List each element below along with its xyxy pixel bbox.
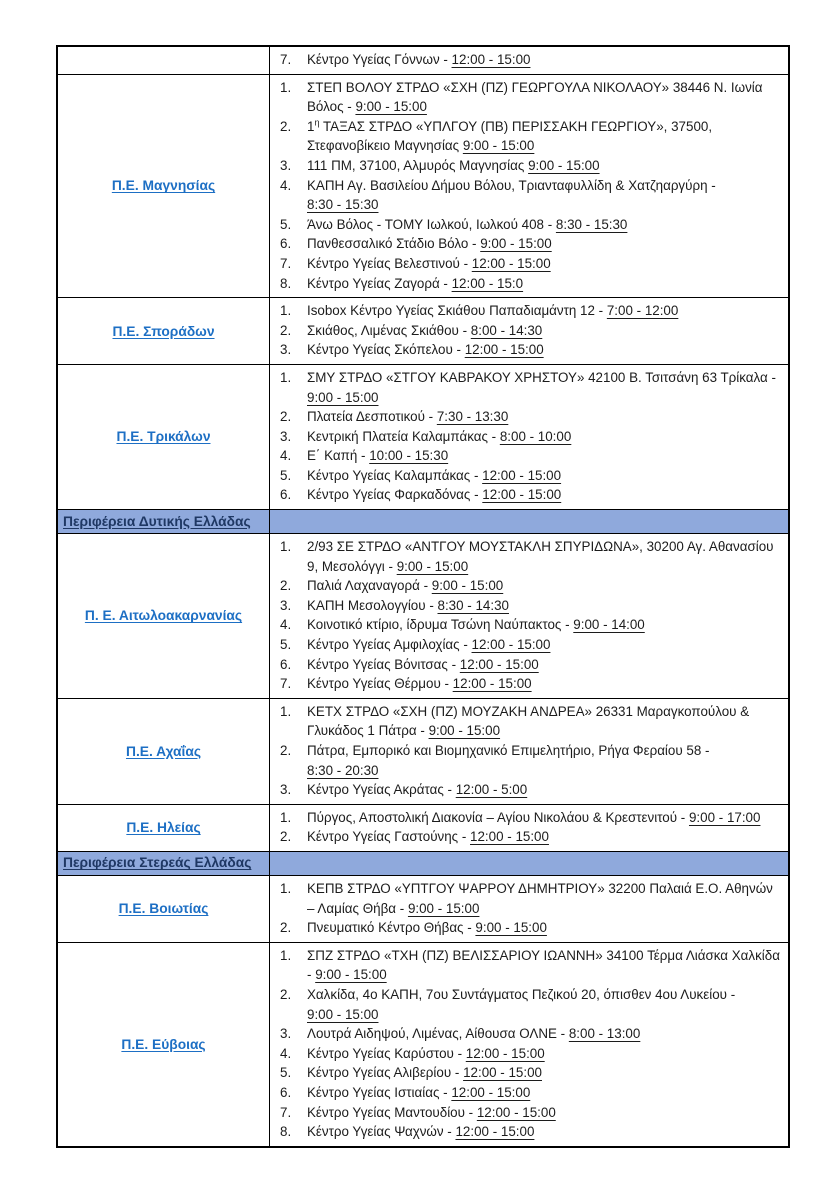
region-row	[58, 533, 788, 698]
location-text: Κέντρο Υγείας Ακράτας	[307, 782, 444, 798]
time-range: 8:00 - 14:30	[470, 322, 543, 338]
time-range: 9:00 - 15:00	[462, 138, 535, 154]
time-range: 12:00 - 15:00	[470, 829, 549, 845]
time-range: 8:00 - 10:00	[499, 428, 572, 444]
item-number: 7.	[280, 1104, 292, 1120]
location-text: Πνευματικό Κέντρο Θήβας	[307, 920, 464, 936]
region-row	[58, 297, 788, 364]
item-number: 6.	[280, 1084, 292, 1100]
location-item: 2. Πλατεία Δεσποτικού - 7:30 - 13:30	[270, 407, 780, 427]
location-text: Παλιά Λαχαναγορά	[307, 578, 420, 594]
time-range: 8:30 - 15:30	[307, 197, 379, 213]
item-number: 2.	[280, 743, 292, 758]
location-text: Πάτρα, Εμπορικό και Βιομηχανικό Επιμελητήριο, Ρήγα Φεραίου 58	[307, 743, 702, 758]
location-item: 3. Κεντρική Πλατεία Καλαμπάκας - 8:00 - 10:00	[270, 427, 780, 447]
location-item: 3. Κέντρο Υγείας Ακράτας - 12:00 - 5:00	[270, 780, 780, 800]
time-range: 8:30 - 15:30	[555, 216, 628, 232]
time-range: 9:00 - 15:00	[428, 723, 501, 739]
item-number: 2.	[280, 920, 292, 936]
location-item: 7. Κέντρο Υγείας Βελεστινού - 12:00 - 15:00	[270, 254, 780, 274]
item-number: 3.	[280, 342, 292, 358]
location-item: 4. Κέντρο Υγείας Καρύστου - 12:00 - 15:00	[270, 1044, 780, 1064]
location-text: ΣΤΕΠ ΒΟΛΟΥ ΣΤΡΔΟ «ΣΧΗ (ΠΖ) ΓΕΩΡΓΟΥΛΑ ΝΙΚΟΛΑΟΥ» 38446 Ν. Ιωνία Βόλος	[307, 79, 763, 115]
location-item: 8. Κέντρο Υγείας Ζαγορά - 12:00 - 15:0	[270, 274, 780, 294]
location-item: 7. Κέντρο Υγείας Γόννων - 12:00 - 15:00	[270, 50, 780, 70]
item-number: 2.	[280, 409, 292, 425]
time-range: 12:00 - 15:00	[464, 342, 544, 358]
time-range: 9:00 - 15:00	[355, 99, 427, 115]
location-text: Άνω Βόλος - ΤΟΜΥ Ιωλκού, Ιωλκού 408	[307, 216, 544, 232]
location-text: ΚΑΠΗ Μεσολογγίου	[307, 597, 426, 613]
item-number: 7.	[280, 52, 292, 67]
region-row	[58, 698, 788, 804]
location-item	[270, 117, 780, 156]
location-text: Κοινοτικό κτίριο, ίδρυμα Τσώνη Ναύπακτος	[307, 617, 562, 633]
location-text: Λουτρά Αιδηψού, Λιμένας, Αίθουσα ΟΛΝΕ	[307, 1026, 557, 1042]
region-cell	[58, 534, 270, 698]
time-range: 9:00 - 15:00	[407, 900, 480, 916]
time-range: 9:00 - 15:00	[475, 920, 547, 936]
region-row	[58, 942, 788, 1146]
item-number: 4.	[280, 617, 292, 633]
location-text: Κέντρο Υγείας Ψαχνών	[307, 1124, 444, 1140]
location-text: Πλατεία Δεσποτικού	[307, 409, 425, 425]
item-number: 5.	[280, 1065, 292, 1081]
location-item: 2. Πάτρα, Εμπορικό και Βιομηχανικό Επιμελητήριο, Ρήγα Φεραίου 58 - 8:30 - 20:30	[280, 743, 710, 778]
region-cell	[58, 47, 270, 74]
location-text: Σκιάθος, Λιμένας Σκιάθου	[307, 322, 459, 338]
location-item: 6. Πανθεσσαλικό Στάδιο Βόλο - 9:00 - 15:00	[270, 234, 780, 254]
location-text: Isobox Κέντρο Υγείας Σκιάθου Παπαδιαμάντη 12	[307, 303, 595, 319]
location-text: 2/93 ΣΕ ΣΤΡΔΟ «ΑΝΤΓΟΥ ΜΟΥΣΤΑΚΛΗ ΣΠΥΡΙΔΩΝΑ», 30200 Αγ. Αθανασίου 9, Μεσολόγγι	[307, 539, 774, 574]
time-range: 12:00 - 15:00	[459, 656, 539, 672]
time-range: 9:00 - 15:00	[307, 1006, 379, 1022]
section-header-spacer	[270, 510, 788, 533]
item-number: 1.	[280, 369, 292, 385]
time-range: 9:00 - 14:00	[573, 617, 645, 633]
region-row	[58, 47, 788, 74]
time-range: 12:00 - 15:00	[465, 1045, 545, 1061]
item-number: 5.	[280, 467, 292, 483]
location-text: Κέντρο Υγείας Σκόπελου	[307, 342, 453, 358]
location-list	[270, 365, 788, 509]
location-text: 111 ΠΜ, 37100, Αλμυρός Μαγνησίας	[307, 157, 525, 173]
section-header-row	[58, 851, 788, 875]
location-item: 2. Χαλκίδα, 4ο ΚΑΠΗ, 7ου Συντάγματος Πεζικού 20, όπισθεν 4ου Λυκείου - 9:00 - 15:00	[280, 986, 736, 1022]
time-range: 12:00 - 15:00	[451, 52, 531, 67]
item-number: 4.	[280, 177, 292, 193]
time-range: 7:30 - 13:30	[436, 409, 509, 425]
time-range: 12:00 - 15:00	[476, 1104, 556, 1120]
item-number: 8.	[280, 1124, 292, 1140]
location-item: 1. Isobox Κέντρο Υγείας Σκιάθου Παπαδιαμάντη 12 - 7:00 - 12:00	[270, 301, 780, 321]
region-link[interactable]: Π.Ε. Τρικάλων	[116, 429, 211, 445]
time-range: 8:00 - 13:00	[568, 1026, 641, 1042]
location-text: ΣΠΖ ΣΤΡΔΟ «ΤΧΗ (ΠΖ) ΒΕΛΙΣΣΑΡΙΟΥ ΙΩΑΝΝΗ» 34100 Τέρμα Λιάσκα Χαλκίδα	[307, 947, 780, 963]
location-text: ΚΕΠΒ ΣΤΡΔΟ «ΥΠΤΓΟΥ ΨΑΡΡΟΥ ΔΗΜΗΤΡΙΟΥ» 32200 Παλαιά Ε.Ο. Αθηνών – Λαμίας Θήβα	[307, 880, 773, 916]
time-range: 12:00 - 15:00	[455, 1124, 535, 1140]
region-row	[58, 74, 788, 298]
item-number: 5.	[280, 216, 292, 232]
region-row	[58, 364, 788, 509]
location-item: 3. Λουτρά Αιδηψού, Λιμένας, Αίθουσα ΟΛΝΕ - 8:00 - 13:00	[270, 1024, 780, 1044]
item-number: 6.	[280, 656, 292, 672]
location-text: Κέντρο Υγείας Θέρμου	[307, 676, 441, 692]
location-item	[270, 156, 780, 176]
location-item: 5. Κέντρο Υγείας Καλαμπάκας - 12:00 - 15:00	[270, 466, 780, 486]
item-number: 5.	[280, 637, 292, 653]
location-text: Κέντρο Υγείας Ζαγορά	[307, 275, 440, 291]
item-number: 2.	[280, 118, 292, 134]
location-text: ΣΜΥ ΣΤΡΔΟ «ΣΤΓΟΥ ΚΑΒΡΑΚΟΥ ΧΡΗΣΤΟΥ» 42100 Β. Τσιτσάνη 63 Τρίκαλα	[307, 369, 768, 385]
time-range: 12:00 - 15:00	[482, 467, 562, 483]
item-number: 7.	[280, 255, 292, 271]
location-text: Κέντρο Υγείας Ιστιαίας	[307, 1084, 440, 1100]
time-range: 12:00 - 15:00	[451, 1084, 531, 1100]
time-range: 8:30 - 20:30	[307, 762, 379, 778]
location-list	[270, 47, 788, 74]
item-number: 2.	[280, 986, 292, 1002]
location-text: Πύργος, Αποστολική Διακονία – Αγίου Νικολάου & Κρεστενιτού	[307, 809, 678, 825]
region-link[interactable]: Π.Ε. Ηλείας	[126, 820, 201, 836]
location-item: 1. 2/93 ΣΕ ΣΤΡΔΟ «ΑΝΤΓΟΥ ΜΟΥΣΤΑΚΛΗ ΣΠΥΡΙΔΩΝΑ», 30200 Αγ. Αθανασίου 9, Μεσολόγγι - 9:00 - 15:00	[280, 539, 774, 574]
time-range: 10:00 - 15:30	[369, 448, 449, 464]
item-number: 1.	[280, 303, 292, 319]
location-item: 6. Κέντρο Υγείας Ιστιαίας - 12:00 - 15:00	[270, 1083, 780, 1103]
location-text: Κεντρική Πλατεία Καλαμπάκας	[307, 428, 488, 444]
location-list	[270, 943, 788, 1146]
location-item: 4. ΚΑΠΗ Αγ. Βασιλείου Δήμου Βόλου, Τριανταφυλλίδη & Χατζηαργύρη - 8:30 - 15:30	[280, 177, 716, 213]
location-item: 5. Κέντρο Υγείας Αλιβερίου - 12:00 - 15:00	[270, 1063, 780, 1083]
region-cell	[58, 75, 270, 298]
region-cell	[58, 699, 270, 804]
location-list	[270, 876, 788, 942]
region-cell	[58, 943, 270, 1146]
region-cell	[58, 298, 270, 364]
section-header-cell	[58, 510, 270, 533]
item-number: 1.	[280, 947, 292, 963]
location-item: 5. Άνω Βόλος - ΤΟΜΥ Ιωλκού, Ιωλκού 408 - 8:30 - 15:30	[270, 215, 780, 235]
location-text: ΚΑΠΗ Αγ. Βασιλείου Δήμου Βόλου, Τριανταφυλλίδη & Χατζηαργύρη	[307, 177, 708, 193]
item-number: 4.	[280, 448, 292, 464]
time-range: 7:00 - 12:00	[606, 303, 679, 319]
location-text: Κέντρο Υγείας Βόνιτσας	[307, 656, 448, 672]
location-item: 3. Κέντρο Υγείας Σκόπελου - 12:00 - 15:00	[270, 340, 780, 360]
location-text: Κέντρο Υγείας Φαρκαδόνας	[307, 487, 471, 503]
time-range: 12:00 - 15:00	[471, 637, 551, 653]
location-item: 2. Σκιάθος, Λιμένας Σκιάθου - 8:00 - 14:30	[270, 321, 780, 341]
location-item: 4. Κοινοτικό κτίριο, ίδρυμα Τσώνη Ναύπακτος - 9:00 - 14:00	[270, 615, 780, 635]
location-list	[270, 805, 788, 851]
item-number: 1.	[280, 703, 292, 719]
region-link[interactable]: Π.Ε. Αχαΐας	[125, 743, 202, 759]
location-item: 7. Κέντρο Υγείας Μαντουδίου - 12:00 - 15:00	[270, 1103, 780, 1123]
section-header-spacer	[270, 852, 788, 875]
region-link[interactable]: Π.Ε. Εύβοιας	[121, 1036, 206, 1052]
location-list	[270, 75, 788, 298]
time-range: 9:00 - 15:00	[431, 578, 504, 594]
time-range: 12:00 - 15:00	[482, 487, 562, 503]
region-row	[58, 804, 788, 851]
location-text: ΚΕΤΧ ΣΤΡΔΟ «ΣΧΗ (ΠΖ) ΜΟΥΖΑΚΗ ΑΝΔΡΕΑ» 26331 Μαραγκοπούλου & Γλυκάδος 1 Πάτρα	[307, 703, 750, 739]
time-range: 12:00 - 15:0	[451, 275, 524, 291]
location-list	[270, 298, 788, 364]
location-item: 6. Κέντρο Υγείας Φαρκαδόνας - 12:00 - 15:00	[270, 485, 780, 505]
region-cell	[58, 365, 270, 509]
time-range: 9:00 - 15:00	[528, 157, 600, 173]
region-link[interactable]: Π.Ε. Σποράδων	[112, 323, 215, 339]
location-list	[270, 699, 788, 804]
location-item: 1. Πύργος, Αποστολική Διακονία – Αγίου Νικολάου & Κρεστενιτού - 9:00 - 17:00	[270, 808, 780, 828]
item-number: 4.	[280, 1045, 292, 1061]
location-text: $1^\eta$ ΤΑΞΑΣ ΣΤΡΔΟ «ΥΠΛΓΟΥ (ΠΒ) ΠΕΡΙΣΣΑΚΗ ΓΕΩΡΓΙΟΥ», 37500, Στεφανοβίκειο Μαγνησίας	[307, 117, 713, 154]
item-number: 1.	[280, 880, 292, 896]
item-number: 3.	[280, 1026, 292, 1042]
section-header-label: Περιφέρεια Δυτικής Ελλάδας	[63, 513, 251, 529]
item-number: 3.	[280, 597, 292, 613]
region-link[interactable]: Π.Ε. Μαγνησίας	[111, 178, 216, 194]
location-text: Κέντρο Υγείας Μαντουδίου	[307, 1104, 465, 1120]
location-item: 2. Παλιά Λαχαναγορά - 9:00 - 15:00	[270, 576, 780, 596]
time-range: 8:30 - 14:30	[437, 597, 509, 613]
location-item: 5. Κέντρο Υγείας Αμφιλοχίας - 12:00 - 15:00	[270, 635, 780, 655]
time-range: 9:00 - 15:00	[307, 389, 379, 405]
region-cell	[58, 805, 270, 851]
location-text: Κέντρο Υγείας Καρύστου	[307, 1045, 454, 1061]
item-number: 1.	[280, 539, 292, 555]
location-text: Ε΄ Καπή	[307, 448, 358, 464]
item-number: 1.	[280, 809, 292, 825]
location-list	[270, 534, 788, 698]
location-item: 8. Κέντρο Υγείας Ψαχνών - 12:00 - 15:00	[270, 1122, 780, 1142]
region-link[interactable]: Π. Ε. Αιτωλοακαρνανίας	[84, 608, 243, 624]
document-table	[56, 45, 790, 1148]
location-item: 2. Πνευματικό Κέντρο Θήβας - 9:00 - 15:00	[270, 918, 780, 938]
time-range: 9:00 - 15:00	[396, 558, 469, 574]
location-text: Πανθεσσαλικό Στάδιο Βόλο	[307, 236, 469, 252]
location-item: 3. ΚΑΠΗ Μεσολογγίου - 8:30 - 14:30	[270, 596, 780, 616]
item-number: 3.	[280, 157, 292, 173]
item-number: 2.	[280, 578, 292, 594]
location-text: Χαλκίδα, 4ο ΚΑΠΗ, 7ου Συντάγματος Πεζικού 20, όπισθεν 4ου Λυκείου	[307, 986, 727, 1002]
item-number: 7.	[280, 676, 292, 692]
time-range: 9:00 - 17:00	[688, 809, 761, 825]
location-item: 1. ΣΠΖ ΣΤΡΔΟ «ΤΧΗ (ΠΖ) ΒΕΛΙΣΣΑΡΙΟΥ ΙΩΑΝΝΗ» 34100 Τέρμα Λιάσκα Χαλκίδα - 9:00 - 15:00	[280, 947, 780, 983]
item-number: 8.	[280, 275, 292, 291]
item-number: 2.	[280, 322, 292, 338]
location-item: 2. Κέντρο Υγείας Γαστούνης - 12:00 - 15:00	[270, 827, 780, 847]
location-item: 4. Ε΄ Καπή - 10:00 - 15:30	[270, 446, 780, 466]
section-header-row	[58, 509, 788, 533]
location-item: 1. ΣΤΕΠ ΒΟΛΟΥ ΣΤΡΔΟ «ΣΧΗ (ΠΖ) ΓΕΩΡΓΟΥΛΑ ΝΙΚΟΛΑΟΥ» 38446 Ν. Ιωνία Βόλος - 9:00 - 15:00	[280, 79, 763, 115]
section-header-label: Περιφέρεια Στερεάς Ελλάδας	[63, 855, 252, 871]
location-text: Κέντρο Υγείας Γόννων	[307, 52, 440, 67]
item-number: 2.	[280, 829, 292, 845]
item-number: 6.	[280, 487, 292, 503]
region-link[interactable]: Π.Ε. Βοιωτίας	[118, 901, 209, 917]
location-text: Κέντρο Υγείας Καλαμπάκας	[307, 467, 471, 483]
location-text: Κέντρο Υγείας Γαστούνης	[307, 829, 459, 845]
time-range: 9:00 - 15:00	[315, 967, 387, 983]
item-number: 6.	[280, 236, 292, 252]
region-row	[58, 875, 788, 942]
location-item: 6. Κέντρο Υγείας Βόνιτσας - 12:00 - 15:00	[270, 655, 780, 675]
item-number: 3.	[280, 428, 292, 444]
location-item: 1. ΣΜΥ ΣΤΡΔΟ «ΣΤΓΟΥ ΚΑΒΡΑΚΟΥ ΧΡΗΣΤΟΥ» 42100 Β. Τσιτσάνη 63 Τρίκαλα - 9:00 - 15:00	[280, 369, 776, 405]
location-text: Κέντρο Υγείας Αμφιλοχίας	[307, 637, 460, 653]
time-range: 9:00 - 15:00	[480, 236, 552, 252]
time-range: 12:00 - 5:00	[455, 782, 528, 798]
location-item: 7. Κέντρο Υγείας Θέρμου - 12:00 - 15:00	[270, 674, 780, 694]
item-number: 1.	[280, 79, 292, 95]
region-cell	[58, 876, 270, 942]
location-text: Κέντρο Υγείας Βελεστινού	[307, 255, 460, 271]
location-item: 1. ΚΕΠΒ ΣΤΡΔΟ «ΥΠΤΓΟΥ ΨΑΡΡΟΥ ΔΗΜΗΤΡΙΟΥ» 32200 Παλαιά Ε.Ο. Αθηνών – Λαμίας Θήβα - 9:00 - 15:00	[280, 880, 773, 916]
time-range: 12:00 - 15:00	[471, 255, 551, 271]
section-header-cell	[58, 852, 270, 875]
location-text: Κέντρο Υγείας Αλιβερίου	[307, 1065, 452, 1081]
location-item: 1. ΚΕΤΧ ΣΤΡΔΟ «ΣΧΗ (ΠΖ) ΜΟΥΖΑΚΗ ΑΝΔΡΕΑ» 26331 Μαραγκοπούλου & Γλυκάδος 1 Πάτρα - 9:00 - 15:00	[280, 703, 750, 739]
item-number: 3.	[280, 782, 292, 798]
time-range: 12:00 - 15:00	[463, 1065, 542, 1081]
time-range: 12:00 - 15:00	[452, 676, 532, 692]
